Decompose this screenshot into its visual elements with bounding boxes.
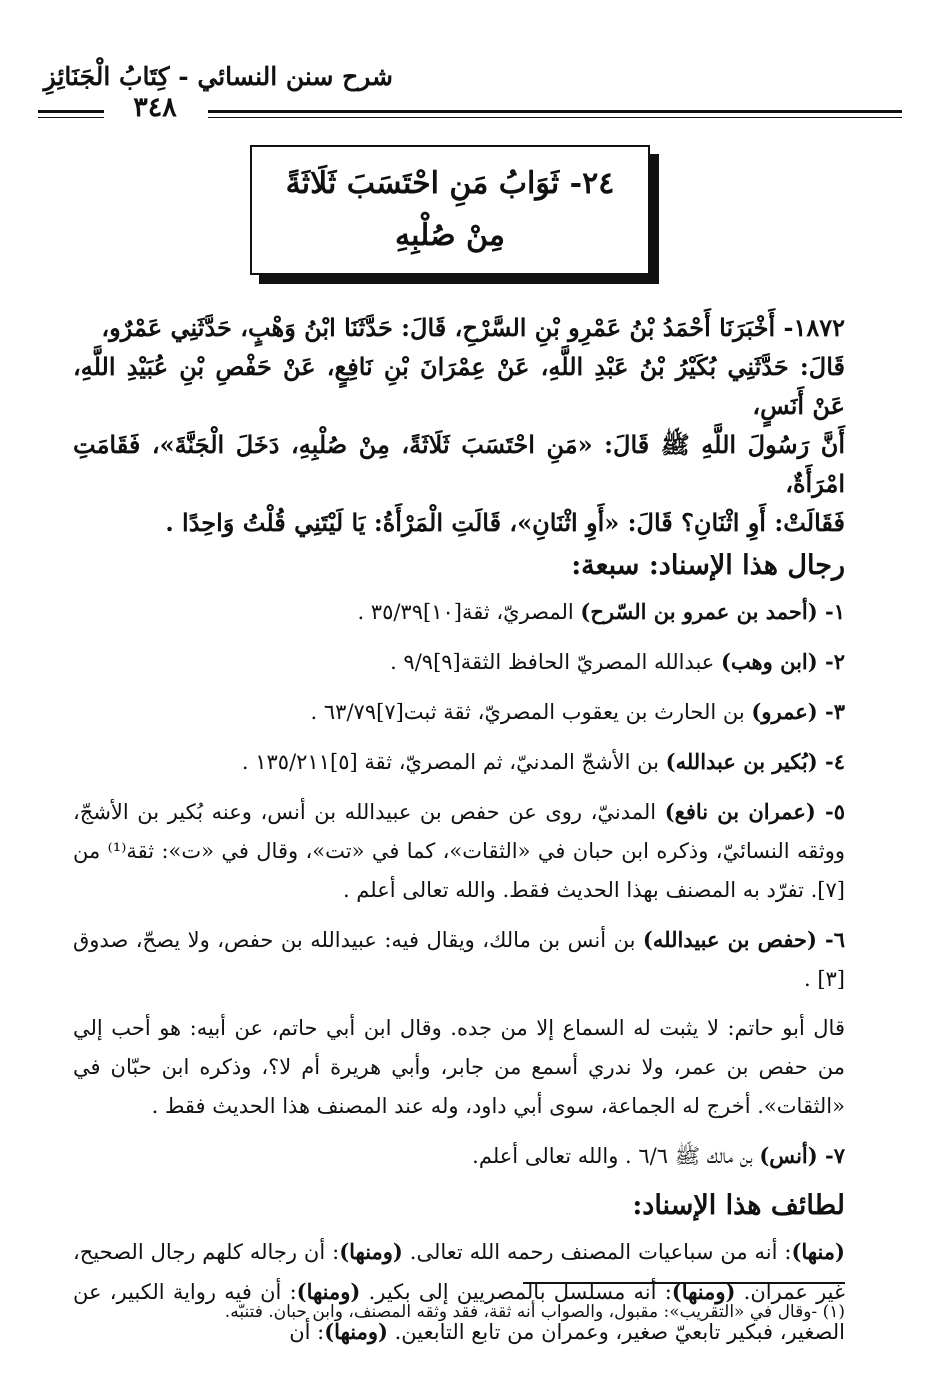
- chapter-title-box: [250, 145, 650, 275]
- lataif-text: : أن: [289, 1320, 325, 1344]
- hadith-line: أَنَّ رَسُولَ اللَّهِ ﷺ قَالَ: «مَنِ احْتَسَبَ ثَلَاثَةً، مِنْ صُلْبِهِ، دَخَلَ الْجَنَّةَ»، فَقَامَتِ امْرَأَةٌ،: [73, 430, 845, 498]
- narrator-name: ٢- (ابن وهب): [721, 649, 845, 674]
- narrator-details: بن مالك ﷺ ٦/٦ . والله تعالى أعلم.: [472, 1144, 760, 1168]
- running-header-title: شرح سنن النسائي - كِتَابُ الْجَنَائِزِ: [43, 62, 393, 91]
- header-rule-short: [38, 110, 104, 118]
- lataif-text: : أن فيه رواية الكبير، عن الصغير، فبكير تابعيّ صغير، وعمران من تابع التابعين.: [73, 1280, 845, 1344]
- lataif-text: : أن رجاله كلهم رجال الصحيح، غير عمران.: [73, 1240, 845, 1304]
- abu-hatim-paragraph: قال أبو حاتم: لا يثبت له السماع إلا من جده. وقال ابن أبي حاتم، عن أبيه: هو أحب إلي من حفص بن عمر، ولا ندري أسمع من جابر، وأبي هريرة أم لا؟، وذكره ابن حبّان في «الثقات». أخرج له الجماعة، سوى أبي داود، وله عند المصنف هذا الحديث فقط .: [73, 1016, 845, 1118]
- lataif-paragraph: [73, 1232, 845, 1352]
- narrators-list: [73, 592, 845, 999]
- narrators-heading: رجال هذا الإسناد: سبعة:: [571, 550, 845, 581]
- footnote: (١) -وقال في «التقريب»: مقبول، والصواب أنه ثقة، فقد وثقه المصنف، وابن حبان. فتنبّه.: [224, 1302, 845, 1322]
- narrator-entry: [73, 742, 845, 782]
- narrator-details: المصريّ، ثقة[١٠]٣٥/٣٩ .: [357, 600, 581, 624]
- narrator-details: بن أنس بن مالك، ويقال فيه: عبيدالله بن حفص، ولا يصحّ، صدوق [٣] .: [73, 928, 845, 991]
- lataif-heading: لطائف هذا الإسناد:: [632, 1190, 845, 1221]
- narrator-name: ٣- (عمرو): [751, 699, 845, 724]
- narrator-details: المدنيّ، روى عن حفص بن عبيدالله بن أنس، وعنه بُكير بن الأشجّ، ووثقه النسائيّ، وذكره ابن حبان في «الثقات»، كما في «تت»، وقال في «ت»: ثقة⁽¹⁾ من [٧]. تفرّد به المصنف بهذا الحديث فقط. والله تعالى أعلم .: [73, 800, 845, 902]
- chapter-title: ٢٤- ثَوَابُ مَنِ احْتَسَبَ ثَلَاثَةً مِنْ صُلْبِهِ: [285, 165, 615, 253]
- lataif-marker: (ومنها): [324, 1319, 388, 1344]
- lataif-marker: (منها): [791, 1239, 845, 1264]
- footnote-divider: [523, 1282, 845, 1284]
- narrator-entry: [73, 920, 845, 999]
- narrator-name: ٥- (عمران بن نافع): [664, 799, 845, 824]
- narrator-name: ٤- (بُكير بن عبدالله): [665, 749, 845, 774]
- hadith-text: [73, 308, 845, 542]
- hadith-line: فَقَالَتْ: أَوِ اثْنَانِ؟ قَالَ: «أَوِ اثْنَانِ»، قَالَتِ الْمَرْأَةُ: يَا لَيْتَنِي قُلْتُ وَاحِدًا .: [165, 508, 845, 537]
- narrator-name: ٧- (أنس): [759, 1143, 845, 1168]
- lataif-marker: (ومنها): [671, 1279, 736, 1304]
- narrator-entry-7: [73, 1136, 845, 1176]
- narrator-name: ١- (أحمد بن عمرو بن السّرح): [580, 599, 845, 624]
- lataif-marker: (ومنها): [339, 1239, 403, 1264]
- lataif-text: : أنه مسلسل بالمصريين إلى بكير.: [360, 1280, 672, 1304]
- page-number: ٣٤٨: [133, 92, 177, 123]
- narrator-entry: [73, 792, 845, 910]
- narrator-entry: [73, 592, 845, 632]
- narrator-details: عبدالله المصريّ الحافظ الثقة[٩]٩/٩ .: [390, 650, 721, 674]
- narrator-entry: [73, 692, 845, 732]
- header-rule: [208, 110, 902, 118]
- hadith-line: ١٨٧٢- أَخْبَرَنَا أَحْمَدُ بْنُ عَمْرِو بْنِ السَّرْحِ، قَالَ: حَدَّثَنَا ابْنُ وَهْبٍ، حَدَّثَنِي عَمْرٌو،: [101, 313, 845, 342]
- narrator-entry: [73, 642, 845, 682]
- narrator-name: ٦- (حفص بن عبيدالله): [642, 927, 846, 952]
- hadith-line: قَالَ: حَدَّثَنِي بُكَيْرُ بْنُ عَبْدِ اللَّهِ، عَنْ عِمْرَانَ بْنِ نَافِعٍ، عَنْ حَفْصِ بْنِ عُبَيْدِ اللَّهِ، عَنْ أَنَسٍ،: [73, 352, 845, 420]
- lataif-marker: (ومنها): [296, 1279, 361, 1304]
- main-text: [73, 308, 845, 1362]
- narrator-details: بن الحارث بن يعقوب المصريّ، ثقة ثبت[٧]٦٣/٧٩ .: [310, 700, 752, 724]
- lataif-text: : أنه من سباعيات المصنف رحمه الله تعالى.: [402, 1240, 792, 1264]
- narrator-details: بن الأشجّ المدنيّ، ثم المصريّ، ثقة [٥]١٣٥/٢١١ .: [241, 750, 666, 774]
